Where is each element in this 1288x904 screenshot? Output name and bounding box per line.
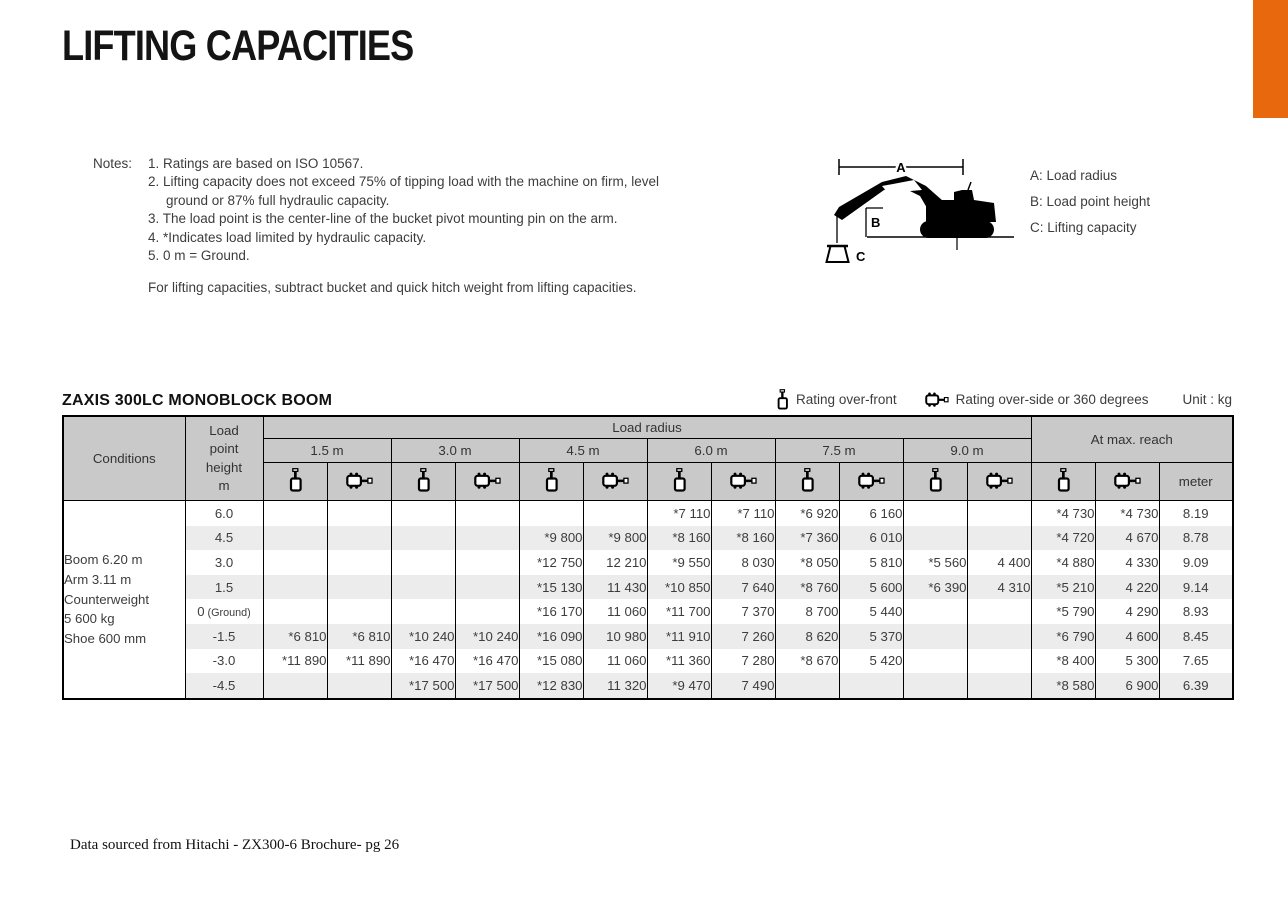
capacity-cell <box>519 501 583 526</box>
capacity-cell: *11 360 <box>647 649 711 674</box>
rating-over-front-icon <box>391 463 455 501</box>
table-row <box>63 501 1233 526</box>
rating-over-side-icon <box>1095 463 1159 501</box>
capacity-cell <box>967 673 1031 699</box>
capacity-cell: *11 700 <box>647 599 711 624</box>
capacity-cell <box>839 673 903 699</box>
table-row <box>63 526 1233 551</box>
rating-over-front-label: Rating over-front <box>796 392 897 407</box>
notes-label: Notes: <box>93 156 133 171</box>
capacity-table-body <box>63 501 1233 699</box>
load-point-height-line: Load <box>209 422 239 438</box>
load-point-height-value: 4.5 <box>185 526 263 551</box>
max-reach-meter-cell: 7.65 <box>1159 649 1233 674</box>
capacity-cell: 11 060 <box>583 599 647 624</box>
capacity-cell: *11 890 <box>327 649 391 674</box>
capacity-cell: *6 810 <box>327 624 391 649</box>
capacity-cell: 11 430 <box>583 575 647 600</box>
load-point-height-value: -3.0 <box>185 649 263 674</box>
capacity-cell: *5 790 <box>1031 599 1095 624</box>
capacity-cell: 4 330 <box>1095 550 1159 575</box>
capacity-cell: 7 260 <box>711 624 775 649</box>
rating-over-front-icon <box>1031 463 1095 501</box>
capacity-cell: *6 810 <box>263 624 327 649</box>
page-title: LIFTING CAPACITIES <box>62 22 414 70</box>
capacity-cell <box>455 575 519 600</box>
max-reach-meter-cell: 8.19 <box>1159 501 1233 526</box>
max-reach-meter-cell: 8.93 <box>1159 599 1233 624</box>
capacity-cell: *6 790 <box>1031 624 1095 649</box>
table-row <box>63 673 1233 699</box>
capacity-cell: *9 470 <box>647 673 711 699</box>
capacity-cell: *5 560 <box>903 550 967 575</box>
capacity-cell: *15 080 <box>519 649 583 674</box>
capacity-cell: *9 550 <box>647 550 711 575</box>
note-item: 4. *Indicates load limited by hydraulic capacity. <box>148 229 427 245</box>
condition-line: Arm 3.11 m <box>64 571 132 587</box>
capacity-cell: *11 910 <box>647 624 711 649</box>
capacity-cell <box>967 501 1031 526</box>
capacity-cell: *8 670 <box>775 649 839 674</box>
capacity-cell <box>327 599 391 624</box>
note-item: 3. The load point is the center-line of the bucket pivot mounting pin on the arm. <box>148 211 618 227</box>
capacity-cell: *7 110 <box>647 501 711 526</box>
capacity-cell: *4 730 <box>1095 501 1159 526</box>
capacity-cell: 4 670 <box>1095 526 1159 551</box>
capacity-cell: *4 880 <box>1031 550 1095 575</box>
capacity-cell: *17 500 <box>455 673 519 699</box>
load-point-height-line: m <box>218 478 230 493</box>
capacity-cell: *6 920 <box>775 501 839 526</box>
capacity-cell: *12 830 <box>519 673 583 699</box>
capacity-cell: *16 090 <box>519 624 583 649</box>
rating-over-side-icon <box>583 463 647 501</box>
rating-over-side-icon <box>455 463 519 501</box>
capacity-cell <box>903 501 967 526</box>
capacity-cell: *8 400 <box>1031 649 1095 674</box>
capacity-cell <box>327 526 391 551</box>
capacity-cell: *11 890 <box>263 649 327 674</box>
max-reach-header: At max. reach <box>1031 416 1233 463</box>
capacity-cell <box>263 673 327 699</box>
capacity-cell: 11 320 <box>583 673 647 699</box>
radius-header: 7.5 m <box>775 439 903 463</box>
radius-header: 4.5 m <box>519 439 647 463</box>
table-row <box>63 550 1233 575</box>
capacity-cell <box>327 550 391 575</box>
table-row <box>63 624 1233 649</box>
max-reach-meter-cell: 8.78 <box>1159 526 1233 551</box>
load-point-height-value: 3.0 <box>185 550 263 575</box>
diagram-legend <box>1030 163 1150 242</box>
capacity-cell: 5 300 <box>1095 649 1159 674</box>
capacity-cell: 8 030 <box>711 550 775 575</box>
accent-corner-block <box>1253 0 1288 118</box>
capacity-cell <box>583 501 647 526</box>
capacity-cell <box>263 550 327 575</box>
diagram-legend-item: B: Load point height <box>1030 194 1151 210</box>
note-extra: For lifting capacities, subtract bucket and quick hitch weight from lifting capacities. <box>148 280 637 296</box>
condition-line: Boom 6.20 m <box>64 552 143 568</box>
load-point-height-value: -1.5 <box>185 624 263 649</box>
capacity-cell <box>967 624 1031 649</box>
rating-over-front-icon <box>263 463 327 501</box>
diagram-label-c: C <box>856 249 866 264</box>
conditions-header: Conditions <box>63 416 185 501</box>
capacity-cell: 8 620 <box>775 624 839 649</box>
radius-header: 3.0 m <box>391 439 519 463</box>
capacity-cell: *10 850 <box>647 575 711 600</box>
capacity-cell: 6 160 <box>839 501 903 526</box>
load-point-height-value: 6.0 <box>185 501 263 526</box>
capacity-cell: *6 390 <box>903 575 967 600</box>
capacity-cell <box>903 599 967 624</box>
capacity-cell: 7 280 <box>711 649 775 674</box>
capacity-cell <box>263 575 327 600</box>
condition-line: Shoe 600 mm <box>64 630 147 646</box>
capacity-cell <box>455 599 519 624</box>
lifting-capacities-table <box>62 415 1234 700</box>
capacity-cell: 4 600 <box>1095 624 1159 649</box>
capacity-cell <box>903 526 967 551</box>
meter-header: meter <box>1159 463 1233 501</box>
capacity-cell <box>327 501 391 526</box>
radius-header: 9.0 m <box>903 439 1031 463</box>
capacity-cell: *8 580 <box>1031 673 1095 699</box>
table-title: ZAXIS 300LC MONOBLOCK BOOM <box>62 392 333 409</box>
capacity-cell: 6 010 <box>839 526 903 551</box>
capacity-cell: 10 980 <box>583 624 647 649</box>
capacity-cell: 8 700 <box>775 599 839 624</box>
capacity-cell: 4 310 <box>967 575 1031 600</box>
capacity-cell <box>455 501 519 526</box>
source-note: Data sourced from Hitachi - ZX300-6 Brochure- pg 26 <box>70 837 400 853</box>
capacity-cell <box>967 526 1031 551</box>
capacity-cell <box>455 526 519 551</box>
rating-over-front-icon <box>775 463 839 501</box>
capacity-cell <box>391 599 455 624</box>
capacity-cell <box>263 526 327 551</box>
rating-over-side-icon <box>327 463 391 501</box>
capacity-cell: 4 290 <box>1095 599 1159 624</box>
max-reach-meter-cell: 9.09 <box>1159 550 1233 575</box>
capacity-cell: *10 240 <box>455 624 519 649</box>
capacity-cell <box>903 649 967 674</box>
rating-over-front-icon <box>776 389 789 410</box>
capacity-cell <box>391 550 455 575</box>
max-reach-meter-cell: 8.45 <box>1159 624 1233 649</box>
load-radius-header: Load radius <box>263 416 1031 439</box>
note-item: 2. Lifting capacity does not exceed 75% of tipping load with the machine on firm, level ground or 87% full hydraulic capacity. <box>148 174 660 208</box>
capacity-cell <box>263 501 327 526</box>
notes-section <box>93 155 693 298</box>
load-point-height-line: height <box>205 459 243 475</box>
radius-header: 1.5 m <box>263 439 391 463</box>
load-point-height-value: -4.5 <box>185 673 263 699</box>
capacity-cell: 4 400 <box>967 550 1031 575</box>
capacity-cell: 5 440 <box>839 599 903 624</box>
capacity-cell: *4 720 <box>1031 526 1095 551</box>
capacity-cell: 7 370 <box>711 599 775 624</box>
load-point-height-header <box>185 416 263 501</box>
capacity-cell: *16 470 <box>391 649 455 674</box>
capacity-cell: 12 210 <box>583 550 647 575</box>
capacity-cell: *7 110 <box>711 501 775 526</box>
capacity-cell: 6 900 <box>1095 673 1159 699</box>
capacity-cell: 5 370 <box>839 624 903 649</box>
capacity-cell: *8 160 <box>711 526 775 551</box>
note-item: 5. 0 m = Ground. <box>148 248 250 264</box>
capacity-cell <box>263 599 327 624</box>
conditions-cell <box>63 501 185 699</box>
note-item: 1. Ratings are based on ISO 10567. <box>148 156 364 171</box>
capacity-cell <box>967 599 1031 624</box>
capacity-cell <box>391 501 455 526</box>
capacity-cell <box>391 575 455 600</box>
diagram-label-a: A <box>896 160 906 175</box>
table-row <box>63 575 1233 600</box>
capacity-cell: *10 240 <box>391 624 455 649</box>
capacity-cell: 5 600 <box>839 575 903 600</box>
table-row <box>63 599 1233 624</box>
capacity-cell <box>391 526 455 551</box>
rating-over-side-label: Rating over-side or 360 degrees <box>955 392 1149 407</box>
capacity-cell <box>903 673 967 699</box>
capacity-cell <box>775 673 839 699</box>
table-legend <box>776 389 1232 410</box>
capacity-table-section <box>62 388 1232 700</box>
diagram-label-b: B <box>871 215 881 230</box>
capacity-cell: 5 810 <box>839 550 903 575</box>
rating-over-side-icon <box>711 463 775 501</box>
capacity-cell <box>327 673 391 699</box>
capacity-cell: *5 210 <box>1031 575 1095 600</box>
load-point-height-value: 0 (Ground) <box>185 599 263 624</box>
rating-over-front-icon <box>519 463 583 501</box>
unit-label: Unit : kg <box>1182 392 1232 407</box>
table-row <box>63 649 1233 674</box>
load-point-height-value: 1.5 <box>185 575 263 600</box>
capacity-cell: *9 800 <box>519 526 583 551</box>
capacity-cell: 11 060 <box>583 649 647 674</box>
capacity-cell <box>967 649 1031 674</box>
rating-over-side-icon <box>967 463 1031 501</box>
capacity-cell: *8 760 <box>775 575 839 600</box>
capacity-cell: *15 130 <box>519 575 583 600</box>
max-reach-meter-cell: 6.39 <box>1159 673 1233 699</box>
condition-line: 5 600 kg <box>64 611 115 627</box>
radius-header: 6.0 m <box>647 439 775 463</box>
max-reach-meter-cell: 9.14 <box>1159 575 1233 600</box>
diagram-legend-item: C: Lifting capacity <box>1030 220 1137 236</box>
capacity-cell: *17 500 <box>391 673 455 699</box>
rating-over-side-icon <box>839 463 903 501</box>
rating-over-side-icon <box>925 392 949 407</box>
capacity-cell: *16 170 <box>519 599 583 624</box>
capacity-cell: 5 420 <box>839 649 903 674</box>
capacity-cell: *7 360 <box>775 526 839 551</box>
capacity-cell: *12 750 <box>519 550 583 575</box>
capacity-cell <box>327 575 391 600</box>
capacity-cell: *4 730 <box>1031 501 1095 526</box>
capacity-cell: 4 220 <box>1095 575 1159 600</box>
capacity-cell: *16 470 <box>455 649 519 674</box>
capacity-cell <box>903 624 967 649</box>
capacity-cell: *9 800 <box>583 526 647 551</box>
rating-over-front-icon <box>647 463 711 501</box>
excavator-diagram <box>822 146 1022 276</box>
condition-line: Counterweight <box>64 591 150 607</box>
notes-list <box>148 155 693 298</box>
capacity-cell: 7 640 <box>711 575 775 600</box>
rating-over-front-icon <box>903 463 967 501</box>
capacity-cell: *8 050 <box>775 550 839 575</box>
capacity-cell: *8 160 <box>647 526 711 551</box>
capacity-cell: 7 490 <box>711 673 775 699</box>
capacity-cell <box>455 550 519 575</box>
load-point-height-line: point <box>209 441 239 456</box>
diagram-legend-item: A: Load radius <box>1030 168 1118 183</box>
